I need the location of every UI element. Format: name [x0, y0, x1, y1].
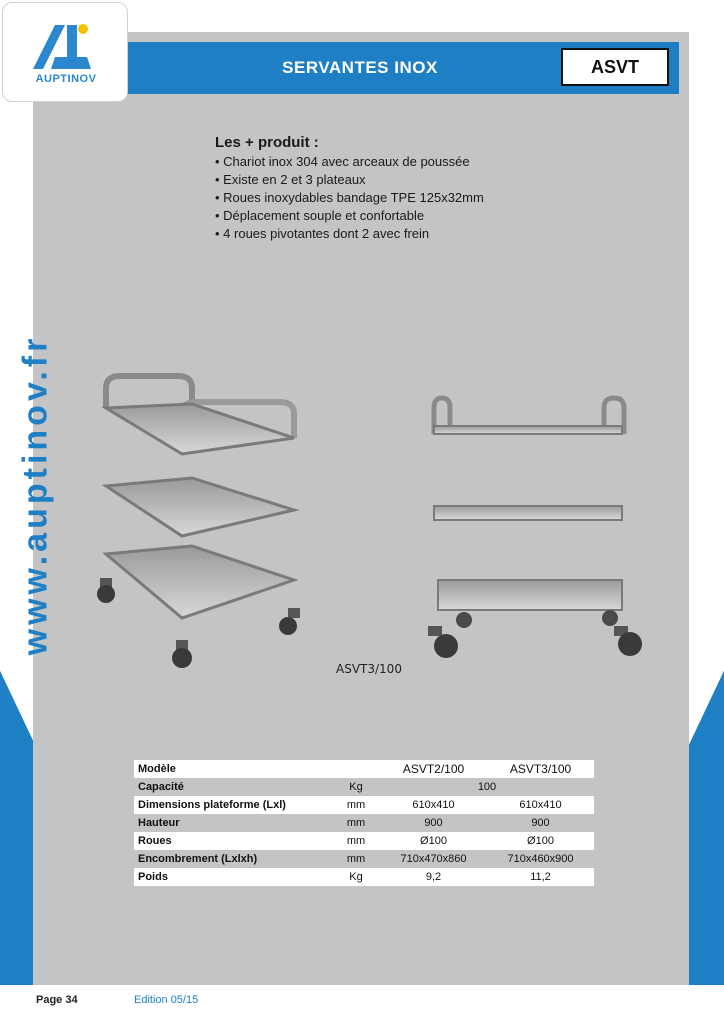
- spec-value: ASVT2/100: [380, 760, 487, 778]
- spec-label: Roues: [134, 832, 332, 850]
- product-code-badge: ASVT: [561, 48, 669, 86]
- spec-value: 100: [380, 778, 594, 796]
- edition-label: Edition 05/15: [134, 994, 199, 1006]
- spec-value: 710x460x900: [487, 850, 594, 868]
- spec-value: ASVT3/100: [487, 760, 594, 778]
- page-number: Page 34: [36, 994, 78, 1006]
- table-row: [134, 832, 594, 850]
- website-link[interactable]: www.auptinov.fr: [16, 334, 55, 656]
- cart-photo-perspective: [92, 368, 302, 680]
- spec-label: Hauteur: [134, 814, 332, 832]
- spec-label: Dimensions plateforme (Lxl): [134, 796, 332, 814]
- spec-value: 610x410: [380, 796, 487, 814]
- spec-label: Modèle: [134, 760, 332, 778]
- logo-text: AUPTINOV: [35, 73, 97, 85]
- spec-value: Ø100: [487, 832, 594, 850]
- spec-unit: [332, 760, 380, 778]
- page-title: SERVANTES INOX: [282, 58, 438, 77]
- feature-title: Les + produit :: [215, 134, 319, 151]
- logo: [2, 2, 128, 102]
- feature-item: • Déplacement souple et confortable: [215, 207, 484, 225]
- spec-label: Capacité: [134, 778, 332, 796]
- feature-item: • Existe en 2 et 3 plateaux: [215, 171, 484, 189]
- spec-value: 900: [487, 814, 594, 832]
- table-row: [134, 814, 594, 832]
- right-decorative-wave: [684, 640, 724, 1024]
- table-row: [134, 868, 594, 886]
- spec-label: Encombrement (Lxlxh): [134, 850, 332, 868]
- spec-unit: mm: [332, 850, 380, 868]
- spec-value: Ø100: [380, 832, 487, 850]
- spec-unit: Kg: [332, 778, 380, 796]
- spec-unit: mm: [332, 796, 380, 814]
- footer-band: [0, 985, 724, 1024]
- table-row: [134, 796, 594, 814]
- spec-value: 610x410: [487, 796, 594, 814]
- feature-item: • 4 roues pivotantes dont 2 avec frein: [215, 225, 484, 243]
- feature-list: [215, 134, 484, 243]
- feature-item: • Roues inoxydables bandage TPE 125x32mm: [215, 189, 484, 207]
- spec-unit: mm: [332, 832, 380, 850]
- spec-value: 9,2: [380, 868, 487, 886]
- logo-mark-icon: [25, 21, 107, 73]
- spec-value: 900: [380, 814, 487, 832]
- cart-photo-front: [424, 394, 650, 664]
- spec-value: 11,2: [487, 868, 594, 886]
- spec-unit: Kg: [332, 868, 380, 886]
- table-row: [134, 778, 594, 796]
- feature-item: • Chariot inox 304 avec arceaux de poussée: [215, 153, 484, 171]
- spec-label: Poids: [134, 868, 332, 886]
- spec-value: 710x470x860: [380, 850, 487, 868]
- table-row: [134, 850, 594, 868]
- spec-table: [134, 760, 594, 886]
- image-caption: ASVT3/100: [336, 662, 402, 676]
- spec-unit: mm: [332, 814, 380, 832]
- table-row: [134, 760, 594, 778]
